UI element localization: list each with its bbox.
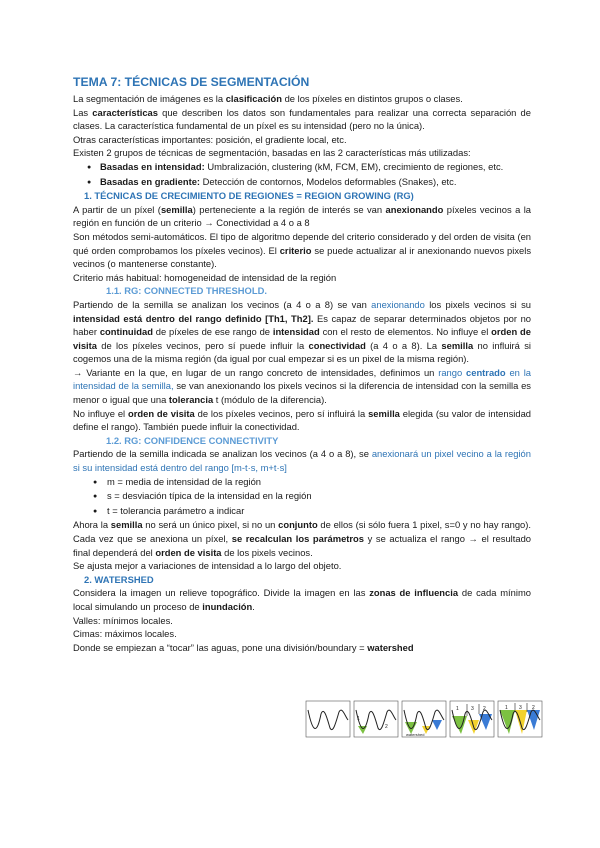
list-item xyxy=(85,175,531,190)
section-heading-region-growing: 1. TÉCNICAS DE CRECIMIENTO DE REGIONES = REGION GROWING (RG) xyxy=(84,190,414,202)
bold-text: semilla xyxy=(368,407,400,419)
ws-paragraph-2: Valles: mínimos locales. xyxy=(73,614,173,626)
basin-label-2: 2 xyxy=(385,724,388,730)
rg-paragraph-3: Criterio más habitual: homogeneidad de intensidad de la región xyxy=(73,271,337,283)
cc-paragraph-2 xyxy=(73,518,531,559)
ws-paragraph-4 xyxy=(73,641,531,655)
bold-text: inundación xyxy=(202,600,253,612)
basin-label-3: 3 xyxy=(519,705,522,711)
highlight-text: rango xyxy=(438,366,467,378)
bold-text: intensidad está dentro del rango definido [Th1, Th2]. xyxy=(73,312,314,324)
text: de los píxeles vecinos, pero sí influirá la xyxy=(194,407,369,419)
intro-paragraph-2 xyxy=(73,106,531,133)
bold-text: Basadas en gradiente: xyxy=(100,175,201,187)
text: que describen los datos son fundamentales para realizar una correcta separación de clases. La característica fundamental de un píxel es su intensidad (pero no la única). xyxy=(73,106,531,132)
text: Donde se empiezan a “tocar” las aguas, pone una división/boundary = xyxy=(73,641,368,653)
list-item xyxy=(85,160,531,175)
bold-text: clasificación xyxy=(225,93,282,104)
rg-paragraph-2 xyxy=(73,230,531,271)
ws-paragraph-3: Cimas: máximos locales. xyxy=(73,628,177,640)
text: elegida (su valor de intensidad define el rango). También puede influir la conectividad. xyxy=(73,407,532,433)
bold-text: zonas de influencia xyxy=(369,587,459,599)
bold-text: anexionando xyxy=(385,203,444,215)
text: Es capaz de separar determinados objetos por no haber xyxy=(73,312,531,338)
text: los pixels vecinos si su xyxy=(424,298,532,310)
text: Partiendo de la semilla se analizan los vecinos (a 4 o a 8) se van xyxy=(73,298,372,310)
text: → Variante en la que, en lugar de un rango concreto de intensidades, definimos un xyxy=(73,366,439,378)
page-title: TEMA 7: TÉCNICAS DE SEGMENTACIÓN xyxy=(73,75,310,89)
text: no será un único pixel, si no un xyxy=(142,519,279,531)
basin-label-1: 1 xyxy=(456,706,459,712)
text: Umbralización, clustering (kM, FCM, EM), crecimiento de regiones, etc. xyxy=(204,160,504,172)
basin-label-1: 1 xyxy=(357,716,360,722)
rg-paragraph-1 xyxy=(73,203,531,230)
bold-text: continuidad xyxy=(99,326,153,338)
bold-text: características xyxy=(92,106,158,118)
bold-text: semilla xyxy=(441,339,474,351)
flood-panel-2 xyxy=(354,701,398,737)
bold-text: semilla xyxy=(160,203,193,215)
intro-paragraph-1 xyxy=(73,92,531,106)
ws-paragraph-1 xyxy=(73,586,531,613)
flood-panel-3 xyxy=(402,701,446,737)
bold-text: orden de visita xyxy=(128,407,195,419)
section-heading-connected-threshold: 1.1. RG: CONNECTED THRESHOLD. xyxy=(106,285,267,297)
bold-text: tolerancia xyxy=(168,394,214,406)
list-item: ● m = media de intensidad de la región xyxy=(91,475,531,490)
text: de los pixels vecinos. xyxy=(221,546,313,558)
text: Las xyxy=(73,106,93,118)
text: y se actualiza el rango → el resultado final dependerá del xyxy=(73,533,532,558)
basin-label-3: 3 xyxy=(471,706,474,712)
cc-paragraph-1 xyxy=(73,447,531,474)
bold-text: conectividad xyxy=(308,339,366,351)
bold-text: criterio xyxy=(279,244,312,256)
text: con el resto de elementos. No influye el xyxy=(319,326,492,338)
ct-paragraph-1 xyxy=(73,298,531,366)
bold-text: orden de visita xyxy=(73,326,531,351)
ct-paragraph-2 xyxy=(73,366,531,407)
text: de ellos (si sólo fuera 1 pixel, s=0 y no hay rango). Cada vez que se anexiona un píxel, xyxy=(73,519,531,544)
intro-paragraph-3: Otras características importantes: posición, el gradiente local, etc. xyxy=(73,133,347,145)
bold-text: intensidad xyxy=(272,326,320,338)
text: se van anexionando los pixels vecinos si la diferencia de intensidad con la semilla es menor o igual que una xyxy=(73,380,531,406)
basin-label-2: 2 xyxy=(532,705,535,711)
text: Detección de contornos, Modelos deformables (Snakes), etc. xyxy=(200,175,457,187)
text: de los píxeles en distintos grupos o clases. xyxy=(281,93,463,104)
text: ) perteneciente a la región de interés se van xyxy=(192,203,386,215)
bold-text: conjunto xyxy=(278,519,318,531)
section-heading-confidence-connectivity: 1.2. RG: CONFIDENCE CONNECTIVITY xyxy=(106,434,279,446)
bold-text: se recalculan los parámetros xyxy=(231,533,364,544)
intro-paragraph-4: Existen 2 grupos de técnicas de segmentación, basadas en las 2 características más utilizadas: xyxy=(73,147,471,159)
basin-label-1: 1 xyxy=(505,705,508,711)
section-heading-watershed: 2. WATERSHED xyxy=(84,573,154,585)
parameter-list xyxy=(73,475,531,519)
list-item: ● t = tolerancia parámetro a indicar xyxy=(91,504,531,519)
flood-panel-1 xyxy=(306,701,350,737)
highlight-text: anexionará un pixel vecino a la región si su intensidad está dentro del rango [m-t·s, m+t·s] xyxy=(73,448,531,474)
flood-panel-5 xyxy=(498,701,542,737)
highlight-text: en la intensidad de la semilla, xyxy=(73,366,531,392)
text: de los píxeles vecinos, pero sí puede influir la xyxy=(96,339,309,351)
text: A partir de un píxel ( xyxy=(73,203,161,215)
highlight-text: anexionando xyxy=(371,298,425,310)
technique-list xyxy=(73,160,531,189)
text: no influirá si cogemos una de la misma región (da igual por cual empezar si es un pixel de la misma región). xyxy=(73,339,531,365)
text: t (módulo de la diferencia). xyxy=(213,394,327,406)
bold-text: orden de visita xyxy=(155,546,222,558)
highlight-bold-text: centrado xyxy=(466,366,506,378)
text: de cada mínimo local simulando un proceso de xyxy=(73,587,531,612)
text: La segmentación de imágenes es la xyxy=(73,93,226,104)
text: (a 4 o a 8). La xyxy=(365,339,442,351)
list-item: ● s = desviación típica de la intensidad en la región xyxy=(91,489,531,504)
text: Ahora la xyxy=(73,519,111,531)
text: se puede actualizar al ir anexionando nuevos pixels vecinos (o mantenerse constante). xyxy=(73,244,532,270)
text: No influye el xyxy=(73,407,129,419)
ct-paragraph-3 xyxy=(73,407,531,434)
text: píxeles vecinos a la región en función de un criterio → Conectividad a 4 o a 8 xyxy=(73,203,532,229)
bold-text: Basadas en intensidad: xyxy=(100,160,205,172)
bold-text: semilla xyxy=(110,519,143,531)
basin-label-2: 2 xyxy=(483,706,486,712)
text: Partiendo de la semilla indicada se analizan los vecinos (a 4 o a 8), se xyxy=(73,448,372,460)
watershed-flooding-figure xyxy=(305,700,545,738)
text: de píxeles de ese rango de xyxy=(152,326,273,338)
flood-panel-4 xyxy=(450,701,494,737)
watershed-label: watershed xyxy=(406,732,425,737)
text: . xyxy=(252,600,255,612)
text: Considera la imagen un relieve topográfico. Divide la imagen en las xyxy=(73,587,370,599)
text: Son métodos semi-automáticos. El tipo de algoritmo depende del criterio considerado y del orden de visita (en qué orden comprobamos los píxeles vecinos). El xyxy=(73,230,531,256)
cc-paragraph-3: Se ajusta mejor a variaciones de intensidad a lo largo del objeto. xyxy=(73,560,342,572)
document-content xyxy=(73,74,531,654)
bold-text: watershed xyxy=(367,641,414,653)
